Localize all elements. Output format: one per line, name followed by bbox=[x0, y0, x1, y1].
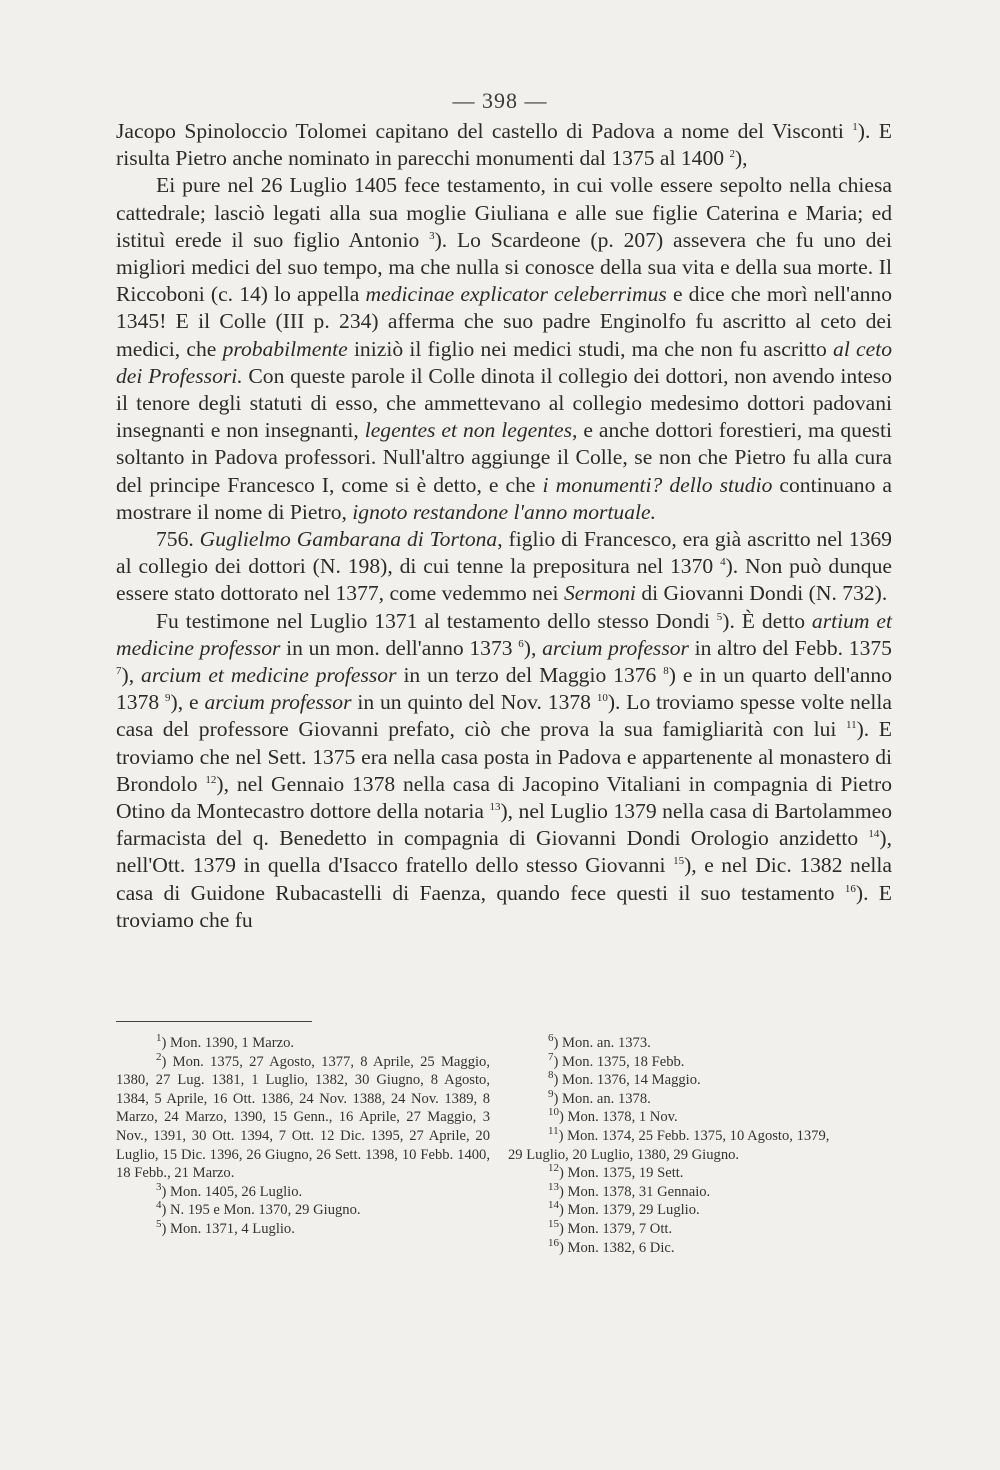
italic-text: i monumenti? dello studio bbox=[542, 472, 773, 497]
footnote-text: Mon. an. 1378. bbox=[562, 1090, 651, 1107]
main-text bbox=[116, 118, 892, 934]
footnote-5: $^5$) Mon. 1371, 4 Luglio. bbox=[156, 1218, 295, 1237]
text-run: in un mon. dell'anno 1373 bbox=[286, 635, 513, 660]
footnote-ref: 8 bbox=[663, 664, 669, 677]
footnote-mark: 13 bbox=[548, 1180, 559, 1193]
footnote-text: Mon. 1378, 1 Nov. bbox=[567, 1109, 678, 1126]
footnote-ref: 10 bbox=[596, 692, 608, 705]
footnote-mark: 2 bbox=[156, 1050, 162, 1063]
text-run: in un terzo del Maggio 1376 bbox=[403, 663, 657, 688]
text-run: ), nell'Ott. 1379 in quella d'Isacco fratello dello stesso Giovanni bbox=[116, 826, 892, 878]
text-run: ), e nel Dic. 1382 nella casa di Guidone Rubacastelli di Faenza, quando fece questi il suo testamento bbox=[116, 853, 892, 905]
text-run: ), bbox=[121, 663, 135, 688]
text-run: e dice che morì nell'anno 1345! E il Colle (III p. 234) afferma che suo padre Enginolfo fu ascritto al ceto dei medici, che bbox=[116, 282, 892, 361]
footnote-mark: 3 bbox=[156, 1180, 162, 1193]
footnote-text: Mon. 1378, 31 Gennaio. bbox=[567, 1183, 711, 1200]
italic-text: medicinae explicator celeberrimus bbox=[365, 282, 667, 307]
footnote-text: Mon. 1382, 6 Dic. bbox=[567, 1239, 675, 1256]
footnote-ref: 15 bbox=[673, 855, 685, 868]
text-run: in altro del Febb. 1375 bbox=[694, 635, 892, 660]
footnote-mark: 12 bbox=[548, 1162, 559, 1175]
text-run: ). Lo Scardeone (p. 207) assevera che fu uno dei migliori medici del suo tempo, ma che nulla si conosce della sua vita e della sua morte. Il Riccoboni (c. 14) lo appella bbox=[116, 227, 892, 307]
italic-text: arcium professor bbox=[542, 635, 689, 660]
footnote-text: Mon. 1376, 14 Maggio. bbox=[562, 1072, 701, 1089]
text-run: ), nel Luglio 1379 nella casa di Bartolammeo farmacista del q. Benedetto in compagnia di Giovanni Dondi Orologio anzidetto bbox=[116, 799, 892, 851]
footnote-ref: 11 bbox=[846, 719, 857, 732]
text-run: Con queste parole il Colle dinota il collegio dei dottori, non avendo inteso il tenore degli statuti di esso, che ammettevano al collegio medesimo dottori padovani insegnanti e non insegnanti, bbox=[116, 363, 892, 443]
text-run: ). Lo troviamo spesse volte nella casa del professore Giovanni prefato, ciò che prova la sua famigliarità con lui bbox=[116, 690, 892, 742]
italic-text: al ceto dei Professori. bbox=[116, 336, 893, 388]
footnote-mark: 14 bbox=[548, 1199, 559, 1212]
footnote-text: Mon. 1390, 1 Marzo. bbox=[170, 1035, 295, 1051]
text-run: E risulta Pietro anche nominato in parecchi monumenti dal 1375 al 1400 bbox=[116, 119, 892, 171]
text-run: ), e bbox=[170, 690, 199, 715]
text-run: Jacopo Spinoloccio Tolomei capitano del castello di Padova a nome del Visconti bbox=[116, 119, 844, 143]
footnote-mark: 7 bbox=[548, 1050, 554, 1063]
footnote-mark: 5 bbox=[156, 1218, 162, 1231]
italic-text: Guglielmo Gambarana di Tortona bbox=[199, 527, 498, 552]
text-run: ), nel Gennaio 1378 nella casa di Jacopino Vitaliani in compagnia di Pietro Otino da Montecastro dottore della notaria bbox=[116, 771, 893, 824]
footnote-text: Mon. 1379, 7 Ott. bbox=[567, 1220, 673, 1237]
footnote-11: $^{11}$) Mon. 1374, 25 Febb. 1375, 10 Agosto, 1379, bbox=[548, 1125, 830, 1144]
footnote-mark: 4 bbox=[156, 1199, 162, 1212]
italic-text: Sermoni bbox=[563, 581, 636, 606]
text-run: , figlio di Francesco, era già ascritto nel 1369 al collegio dei dottori (N. 198), di cui tenne la prepositura nel 1370 bbox=[116, 527, 892, 579]
footnote-ref: 4 bbox=[720, 556, 726, 569]
footnote-ref: 14 bbox=[868, 828, 880, 841]
text-run: ) e in un quarto dell'anno 1378 bbox=[116, 663, 893, 715]
footnote-ref: 5 bbox=[716, 610, 723, 623]
footnote-16: $^{16}$) Mon. 1382, 6 Dic. bbox=[548, 1236, 675, 1256]
italic-text: probabilmente bbox=[222, 336, 348, 361]
paragraph-4 bbox=[116, 608, 892, 934]
footnote-divider bbox=[116, 1021, 312, 1022]
text-run: ). Non può dunque essere stato dottorato nel 1377, come vedemmo nei bbox=[116, 554, 892, 606]
text-run: ). E troviamo che fu bbox=[116, 880, 892, 932]
italic-text: ignoto restandone l'anno mortuale. bbox=[352, 499, 657, 524]
footnote-14: $^{14}$) Mon. 1379, 29 Luglio. bbox=[548, 1199, 700, 1219]
footnote-ref: 1 bbox=[852, 120, 858, 133]
footnote-15: $^{15}$) Mon. 1379, 7 Ott. bbox=[548, 1218, 673, 1237]
footnote-ref: 7 bbox=[116, 664, 122, 677]
text-run: ). E troviamo che nel Sett. 1375 era nella casa posta in Padova e appartenente al monastero di Brondolo bbox=[116, 717, 892, 796]
italic-text: arcium professor bbox=[204, 690, 352, 715]
text-run: continuano a mostrare il nome di Pietro, bbox=[116, 472, 892, 524]
footnote-11-continuation: 29 Luglio, 20 Luglio, 1380, 29 Giugno. bbox=[508, 1146, 740, 1163]
footnote-mark: 1 bbox=[156, 1032, 162, 1045]
footnote-8: $^8$) Mon. 1376, 14 Maggio. bbox=[548, 1069, 701, 1089]
footnote-ref: 13 bbox=[489, 800, 501, 813]
footnote-text: Mon. 1375, 18 Febb. bbox=[562, 1053, 685, 1070]
footnote-mark: 6 bbox=[548, 1032, 554, 1045]
text-run: in un quinto del Nov. 1378 bbox=[357, 690, 591, 715]
footnote-text: Mon. an. 1373. bbox=[562, 1035, 651, 1051]
paragraph-3 bbox=[116, 526, 892, 608]
footnote-12: $^{12}$) Mon. 1375, 19 Sett. bbox=[548, 1162, 684, 1182]
footnote-text: Mon. 1379, 29 Luglio. bbox=[567, 1202, 700, 1219]
text-run: ), bbox=[734, 146, 748, 171]
footnote-mark: 9 bbox=[548, 1087, 554, 1100]
footnote-mark: 11 bbox=[548, 1125, 559, 1138]
footnote-mark: 16 bbox=[548, 1236, 559, 1249]
paragraph-2 bbox=[116, 172, 892, 526]
footnote-7: $^7$) Mon. 1375, 18 Febb. bbox=[548, 1050, 685, 1070]
footnote-text: Mon. 1375, 27 Agosto, 1377, 8 Aprile, 25 Maggio, 1380, 27 Lug. 1381, 1 Luglio, 1382, 30 Giugno, 8 Agosto, 1384, 5 Aprile, 16 Ott. 1386, 24 Nov. 1388, 24 Nov. 1389, 8 Marzo, 24 Marzo, 1390, 15 Genn., 16 Aprile, 27 Maggio, 3 Nov., 1391, 30 Ott. 1394, 7 Ott. 12 Dic. 1395, 27 Aprile, 20 Luglio, 15 Dic. 1396, 26 Giugno, 26 Sett. 1398, 10 Febb. 1400, 18 Febb., 21 Marzo. bbox=[116, 1053, 490, 1182]
footnote-text: Mon. 1371, 4 Luglio. bbox=[170, 1220, 295, 1237]
footnote-text: Mon. 1405, 26 Luglio. bbox=[170, 1183, 303, 1200]
text-run: Ei pure nel 26 Luglio 1405 fece testamento, in cui volle essere sepolto nella chiesa cattedrale; lasciò legati alla sua moglie Giuliana e alle sue figlie Caterina e Maria; ed istituì erede il suo figlio Antonio bbox=[116, 173, 892, 252]
footnote-ref: 12 bbox=[205, 773, 217, 786]
text-run: di Giovanni Dondi (N. 732). bbox=[641, 581, 888, 606]
footnote-ref: 9 bbox=[165, 692, 171, 705]
italic-text: arcium et medicine professor bbox=[141, 663, 397, 688]
italic-text: legentes et non legentes, bbox=[364, 418, 578, 443]
footnote-ref: 16 bbox=[844, 882, 856, 895]
footnote-text: Mon. 1374, 25 Febb. 1375, 10 Agosto, 1379, bbox=[567, 1127, 830, 1144]
text-run: Fu testimone nel Luglio 1371 al testamento dello stesso Dondi bbox=[156, 608, 710, 633]
text-run: ). bbox=[857, 119, 871, 143]
footnotes-left-column bbox=[116, 1034, 490, 1239]
footnote-13: $^{13}$) Mon. 1378, 31 Gennaio. bbox=[548, 1180, 711, 1200]
footnote-6: $^6$) Mon. an. 1373. bbox=[548, 1032, 651, 1051]
footnote-ref: 3 bbox=[429, 229, 435, 242]
footnote-4: $^4$) N. 195 e Mon. 1370, 29 Giugno. bbox=[156, 1199, 361, 1219]
text-run: ). È detto bbox=[722, 608, 806, 633]
footnotes-right-column bbox=[508, 1034, 898, 1257]
page-number: — 398 — bbox=[452, 88, 548, 113]
footnote-ref: 6 bbox=[518, 637, 524, 650]
italic-text: artium et medicine professor bbox=[116, 608, 892, 660]
text-run: ), bbox=[523, 635, 537, 660]
footnote-mark: 8 bbox=[548, 1069, 554, 1082]
footnote-2: $^2$) Mon. 1375, 27 Agosto, 1377, 8 Aprile, 25 Maggio, 1380, 27 Lug. 1381, 1 Luglio, 1382, 30 Giugno, 8 Agosto, 1384, 5 Aprile, 16 Ott. 1386, 24 Nov. 1388, 24 Nov. 1389, 8 Marzo, 24 Marzo, 1390, 15 Genn., 16 Aprile, 27 Maggio, 3 Nov., 1391, 30 Ott. 1394, 7 Ott. 12 Dic. 1395, 27 Aprile, 20 Luglio, 15 Dic. 1396, 26 Giugno, 26 Sett. 1398, 10 Febb. 1400, 18 Febb., 21 Marzo. bbox=[116, 1050, 490, 1182]
footnote-text: N. 195 e Mon. 1370, 29 Giugno. bbox=[170, 1202, 361, 1219]
text-run: iniziò il figlio nei medici studi, ma che non fu ascritto bbox=[353, 336, 827, 361]
footnote-9: $^9$) Mon. an. 1378. bbox=[548, 1087, 651, 1107]
footnote-3: $^3$) Mon. 1405, 26 Luglio. bbox=[156, 1180, 303, 1200]
footnote-mark: 10 bbox=[548, 1106, 559, 1119]
footnote-mark: 15 bbox=[548, 1218, 559, 1231]
paragraph-1 bbox=[116, 118, 892, 172]
footnote-10: $^{10}$) Mon. 1378, 1 Nov. bbox=[548, 1106, 678, 1126]
entry-number: 756. bbox=[156, 527, 194, 552]
footnote-ref: 2 bbox=[729, 148, 735, 161]
text-run: e anche dottori forestieri, ma questi soltanto in Padova professori. Null'altro aggiunge il Colle, se non che Pietro fu alla cura del principe Francesco I, come si è detto, e che bbox=[116, 418, 892, 497]
footnote-text: Mon. 1375, 19 Sett. bbox=[567, 1165, 684, 1182]
footnote-1: $^1$) Mon. 1390, 1 Marzo. bbox=[156, 1032, 295, 1051]
